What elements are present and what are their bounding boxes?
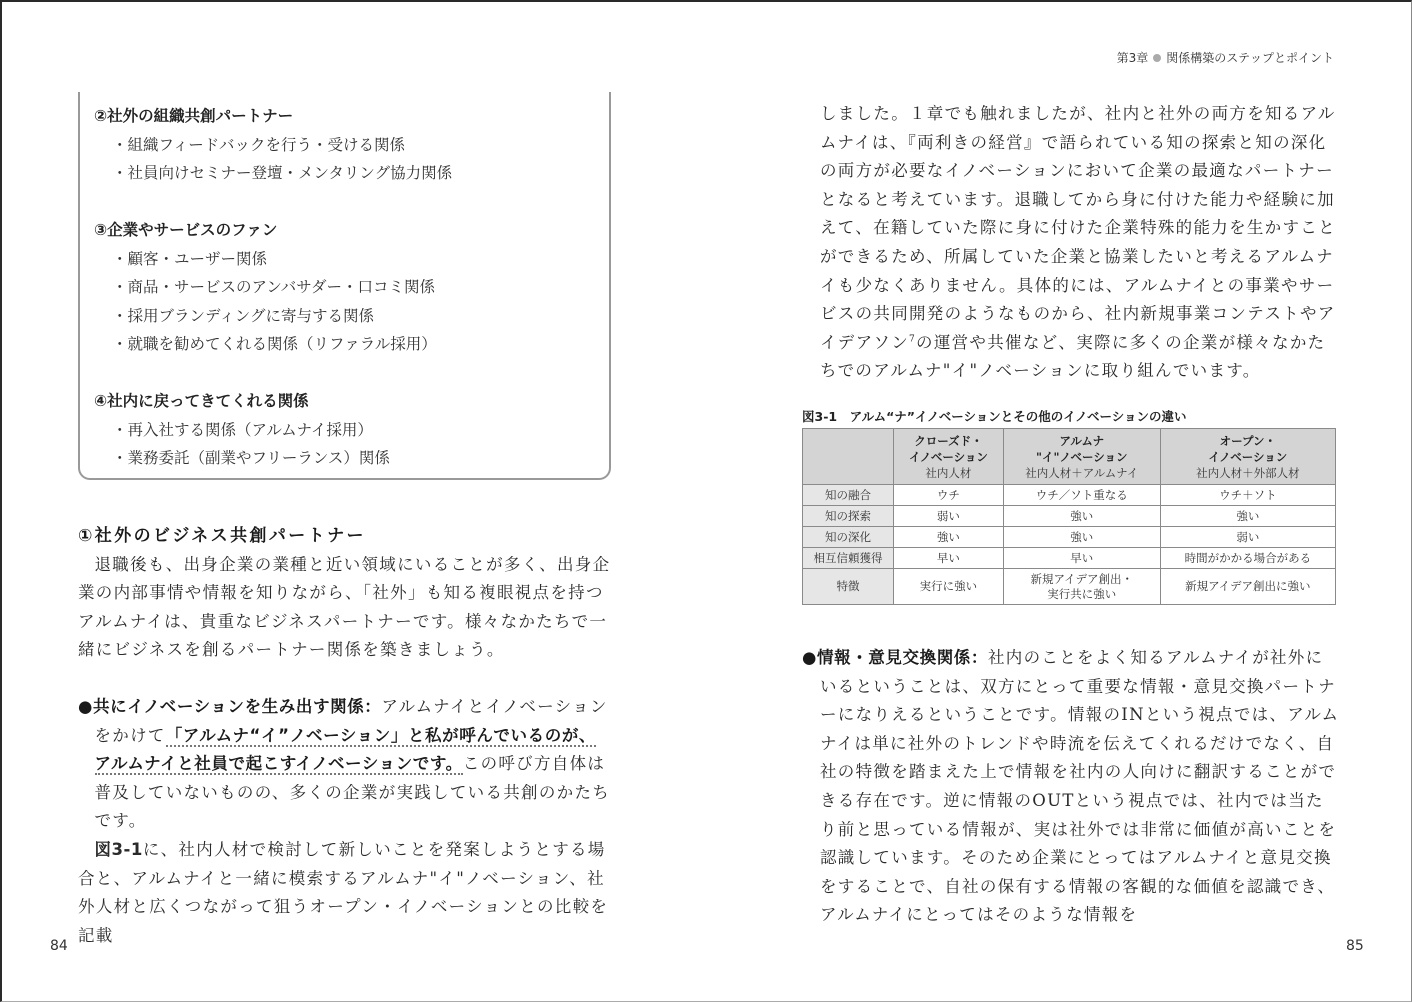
paragraph-text: の運営や共催など、実際に多くの企業が様々なかたちでのアルムナ"イ"ノベーションに取り組んでいます。 [820,332,1326,381]
box-item: ・社員向けセミナー登壇・メンタリング協力関係 [112,164,453,182]
table-cell: 早い [894,548,1004,569]
box-group-title: ④社内に戻ってきてくれる関係 [94,392,309,410]
table-row [803,506,1336,527]
bullet-marker: ● [78,696,93,716]
table-cell: 弱い [894,506,1004,527]
table-cell: 早い [1003,548,1160,569]
paragraph-text: しました。１章でも触れましたが、社内と社外の両方を知るアルムナイは、『両利きの経営』で語られている知の探索と知の深化の両方が必要なイノベーションにおいて企業の最適なパートナーとなると考えています。退職してから身に付けた能力や経験に加えて、在籍していた際に身に付けた企業特殊的能力を生かすことができるため、所属していた企業と協業したいと考えるアルムナイも少なくありません。具体的には、アルムナイとの事業やサービスの共同開発のようなものから、社内新規事業コンテストやアイデアソン [820,104,1336,352]
column-title: "イ"ノベーション [1035,449,1128,464]
column-title: オープン・ [1219,433,1277,448]
table-row [803,548,1336,569]
table-cell: 実行に強い [894,569,1004,605]
box-item: ・採用ブランディングに寄与する関係 [112,306,374,325]
figure-reference: 図3-1 [94,839,143,859]
box-item: ・再入社する関係（アルムナイ採用） [112,420,373,439]
comparison-table [802,428,1336,605]
table-cell [1003,569,1160,605]
bullet-label: 共にイノベーションを生み出す関係： [93,696,382,716]
running-head [1117,49,1334,66]
table-header-row [803,429,1336,485]
table-column-header [1160,429,1335,485]
spacer [94,188,609,217]
chapter-label: 第3章 [1116,51,1149,65]
table-row [803,485,1336,506]
info-exchange-bullet [802,644,1340,930]
table-cell: 弱い [1160,527,1335,548]
right-page [706,0,1412,1002]
row-header: 知の探索 [803,506,894,527]
cocreation-bullet [78,693,612,836]
bullet-text: アルムナイとイノベーションをかけて [94,696,608,745]
table-cell: ウチ／ソト重なる [1003,485,1160,506]
right-body-top [820,100,1340,386]
spacer [78,665,612,693]
page-number: 85 [1346,938,1364,954]
table-row [803,569,1336,605]
column-title: アルムナ [1059,433,1105,448]
relationship-box [78,92,611,480]
bullet-marker: ● [802,648,817,667]
table-cell: ウチ [894,485,1004,506]
table-cell: 強い [1003,506,1160,527]
row-header: 知の深化 [803,527,894,548]
table-cell: ウチ＋ソト [1160,485,1335,506]
table-row [803,527,1336,548]
footnote-mark: 7 [909,334,917,345]
box-group [94,387,609,473]
row-header: 特徴 [803,569,894,605]
page-number: 84 [50,938,68,954]
table-cell: 新規アイデア創出に強い [1160,569,1335,605]
left-body [78,522,612,950]
bullet-text: 社内のことをよく知るアルムナイが社外にいるということは、双方にとって重要な情報・意見交換パートナーになりえるということです。情報のINという視点では、アルムナイは単に社外のトレンドや時流を伝えてくれるだけでなく、自社の特徴を踏まえた上で情報を社内の人向けに翻訳することができる存在です。逆に情報のOUTという視点では、社内では当たり前と思っている情報が、実は社外では非常に価値が高いことを認識しています。そのため企業にとってはアルムナイと意見交換をすることで、自社の保有する情報の客観的な価値を認識でき、アルムナイにとってはそのような情報を [820,648,1340,925]
bullet-label: 情報・意見交換関係： [817,648,988,667]
chapter-title: 関係構築のステップとポイント [1166,51,1334,65]
box-group [94,216,609,359]
section-heading: ①社外のビジネス共創パートナー [78,526,366,546]
box-group [94,102,609,188]
column-title: イノベーション [1208,449,1288,464]
column-subtitle: 社内人材＋外部人材 [1196,465,1300,480]
cell-line: 新規アイデア創出・ [1030,571,1133,586]
row-header: 知の融合 [803,485,894,506]
figure-caption: 図3-1 アルム“ナ”イノベーションとその他のイノベーションの違い [802,409,1187,424]
box-item: ・顧客・ユーザー関係 [112,249,268,268]
spacer [94,359,609,388]
box-item: ・商品・サービスのアンバサダー・口コミ関係 [112,278,436,296]
intro-paragraph: 退職後も、出身企業の業種と近い領域にいることが多く、出身企業の内部事情や情報を知りながら、「社外」も知る複眼視点を持つアルムナイは、貴重なビジネスパートナーです。様々なかたちで一緒にビジネスを創るパートナー関係を築きましょう。 [78,554,611,660]
right-body-bottom [802,644,1340,930]
table-cell: 時間がかかる場合がある [1160,548,1335,569]
table-corner-cell [803,429,894,485]
bullet-text: この呼び方自体は普及していないものの、多くの企業が実践している共創のかたちです。 [94,754,611,831]
bullet-dot-icon [1153,54,1161,62]
cell-line: 実行共に強い [1047,586,1117,601]
row-header: 相互信頼獲得 [803,548,894,569]
box-item: ・業務委託（副業やフリーランス）関係 [112,449,390,467]
column-subtitle: 社内人材 [925,465,972,480]
continued-paragraph [820,100,1340,386]
column-title: クローズド・ [914,433,983,448]
table-column-header [1003,429,1160,485]
box-item: ・就職を勧めてくれる関係（リファラル採用） [112,335,437,353]
box-group-title: ③企業やサービスのファン [94,221,278,239]
table-column-header [894,429,1004,485]
table-cell: 強い [1003,527,1160,548]
bullet-emphasis: 「アルムナ“イ”ノベーション」と私が呼んでいるのが、アルムナイと社員で起こすイノベーションです。 [94,725,597,774]
table-cell: 強い [1160,506,1335,527]
column-title: イノベーション [908,449,988,464]
box-item: ・組織フィードバックを行う・受ける関係 [112,135,405,154]
figure-reference-paragraph [78,836,612,950]
paragraph-text: に、社内人材で検討して新しいことを発案しようとする場合と、アルムナイと一緒に模索するアルムナ"イ"ノベーション、社外人材と広くつながって狙うオープン・イノベーションとの比較を記載 [78,839,609,945]
box-group-title: ②社外の組織共創パートナー [94,107,294,125]
table-cell: 強い [894,527,1004,548]
column-subtitle: 社内人材＋アルムナイ [1025,465,1139,480]
